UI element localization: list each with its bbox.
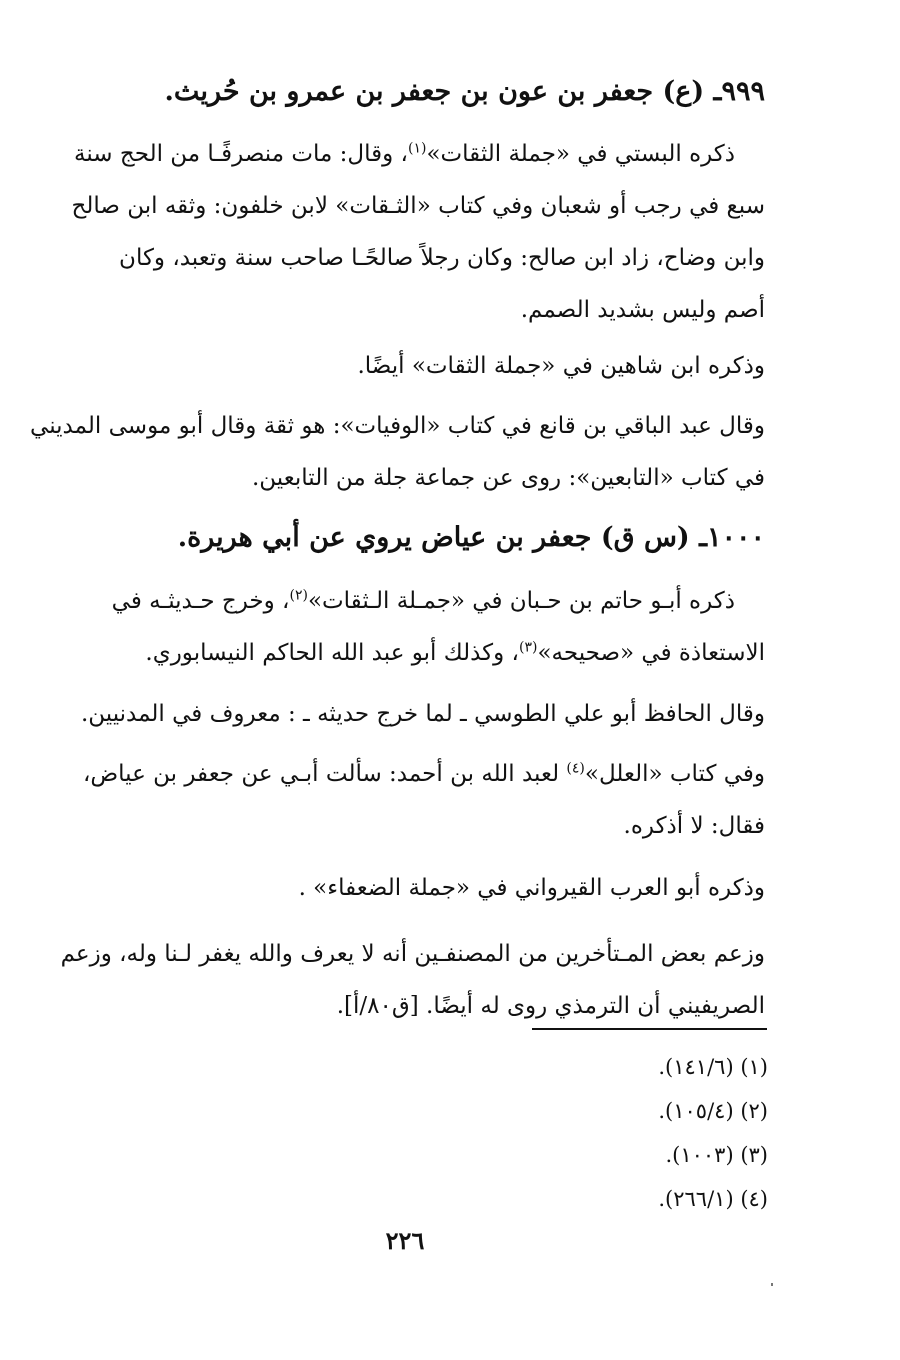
- text-line: وقال الحافظ أبو علي الطوسي ـ لما خرج حديثه ـ : معروف في المدنيين.: [80, 701, 765, 727]
- text-line: الاستعاذة في «صحيحه»$^{(٣)}$، وكذلك أبو عبد الله الحاكم النيسابوري.: [145, 639, 765, 666]
- footnote-1: (١) (١٤١/٦).: [658, 1055, 768, 1079]
- footnote-ref-2: (٢): [289, 587, 308, 604]
- text-line: وقال عبد الباقي بن قانع في كتاب «الوفيات»: هو ثقة وقال أبو موسى المديني: [30, 413, 765, 439]
- paragraph-ibn-shahin: [65, 340, 765, 392]
- footnote-4: (٤) (٢٦٦/١).: [658, 1187, 768, 1211]
- footnotes: [468, 1045, 768, 1221]
- footnote-ref-1: (١): [407, 140, 427, 157]
- paragraph-sarifini: [60, 928, 765, 1032]
- paragraph-abu-al-arab: [65, 862, 765, 914]
- footnote-3: (٣) (١٠٠٣).: [665, 1143, 768, 1167]
- paragraph-ibn-hibban: [65, 575, 765, 679]
- text-line: الصريفيني أن الترمذي روى له أيضًا. [ق٨٠/أ].: [336, 993, 765, 1019]
- paragraph-ibn-qani: [30, 400, 765, 504]
- scan-speck: [771, 1283, 773, 1286]
- text-line: فقال: لا أذكره.: [623, 813, 765, 839]
- footnote-ref-3: (٣): [518, 639, 538, 656]
- text-line: وذكره ابن شاهين في «جملة الثقات» أيضًا.: [357, 353, 765, 379]
- text-line: سبع في رجب أو شعبان وفي كتاب «الثـقات» لابن خلفون: وثقه ابن صالح: [71, 193, 765, 219]
- text-line: وزعم بعض المـتأخرين من المصنفـين أنه لا يعرف والله يغفر لـنا وله، وزعم: [60, 941, 765, 967]
- paragraph-ilal: [65, 748, 765, 852]
- text-line: في كتاب «التابعين»: روى عن جماعة جلة من التابعين.: [251, 465, 765, 491]
- footnote-2: (٢) (١٠٥/٤).: [658, 1099, 768, 1123]
- footnote-ref-4: (٤): [566, 760, 585, 777]
- text-line: ذكره البستي في «جملة الثقات»$^{(١)}$، وقال: مات منصرفًـا من الحج سنة: [74, 140, 735, 167]
- text-line: وذكره أبو العرب القيرواني في «جملة الضعفاء» .: [298, 875, 765, 901]
- text-line: أصم وليس بشديد الصمم.: [520, 297, 765, 323]
- footnote-separator: [532, 1028, 767, 1030]
- text-line: وفي كتاب «العلل»$^{(٤)}$ لعبد الله بن أحمد: سألت أبـي عن جعفر بن عياض،: [82, 760, 765, 787]
- paragraph-tusi: [65, 688, 765, 740]
- entry-heading-999: ٩٩٩ـ (ع) جعفر بن عون بن جعفر بن عمرو بن حُريث.: [164, 76, 765, 107]
- page-number: ٢٢٦: [385, 1226, 425, 1255]
- text-line: وابن وضاح، زاد ابن صالح: وكان رجلاً صالحًـا صاحب سنة وتعبد، وكان: [119, 245, 765, 271]
- paragraph-thiqat: [65, 128, 765, 336]
- entry-heading-1000: ١٠٠٠ـ (س ق) جعفر بن عياض يروي عن أبي هريرة.: [177, 522, 765, 553]
- text-line: ذكره أبـو حاتم بن حـبان في «جمـلة الـثقات»$^{(٢)}$، وخرج حـديثـه في: [111, 587, 735, 614]
